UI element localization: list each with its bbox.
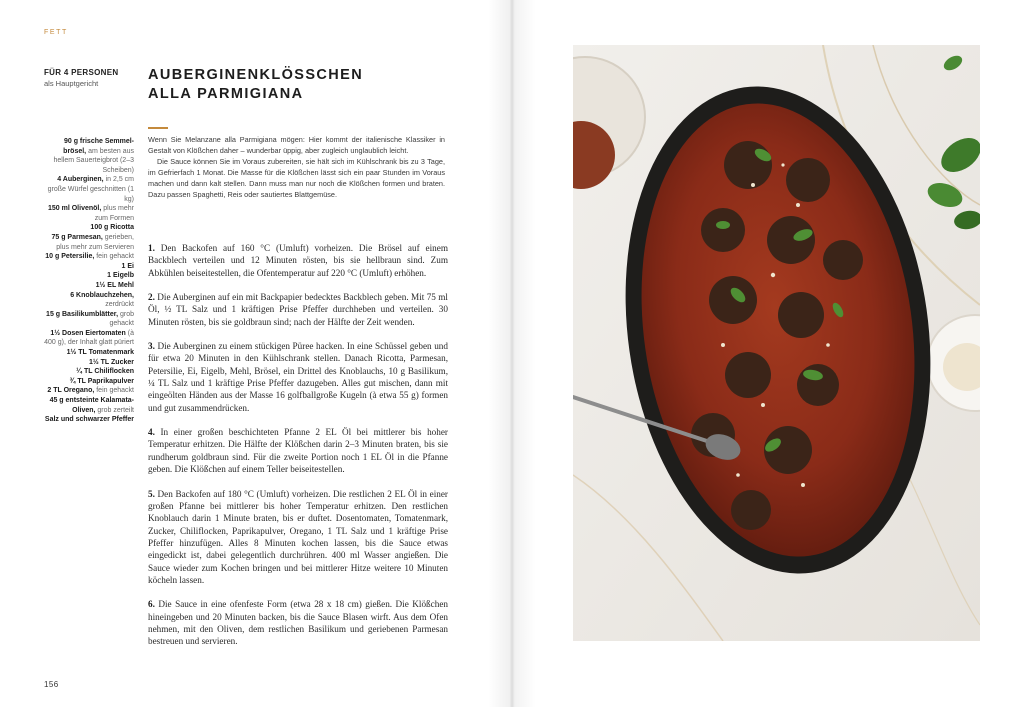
ingredient-note: plus mehr zum Formen	[94, 205, 134, 222]
ingredient-note: in 2,5 cm große Würfel geschnitten (1 kg)	[47, 176, 134, 203]
recipe-steps	[148, 242, 448, 660]
ingredient-item	[44, 310, 134, 329]
ingredient-note: am besten aus hellem Sauerteigbrot (2–3 Scheiben)	[53, 147, 134, 174]
recipe-step	[148, 488, 448, 587]
recipe-step	[148, 340, 448, 414]
ingredient-item	[44, 377, 134, 387]
ingredient-item	[44, 281, 134, 291]
ingredient-name: 1 Eigelb	[107, 272, 134, 280]
book-gutter	[488, 0, 536, 707]
ingredient-name: 1½ TL Tomatenmark	[66, 349, 134, 357]
ingredient-name: 1½ Dosen Eiertomaten	[50, 329, 126, 337]
ingredient-note: grob gehackt	[109, 310, 134, 328]
ingredient-item	[44, 329, 134, 348]
recipe-photo-dish-icon	[573, 45, 980, 641]
recipe-title	[148, 66, 478, 104]
ingredient-name: 6 Knoblauchzehen,	[70, 291, 134, 299]
ingredient-name: 45 g entsteinte Kalamata-Oliven,	[49, 397, 134, 414]
ingredient-name: 1½ EL Mehl	[95, 281, 134, 289]
ingredient-name: 1 Ei	[121, 262, 134, 270]
ingredient-item	[44, 262, 134, 272]
ingredient-name: 4 Auberginen,	[57, 176, 104, 184]
ingredient-item	[44, 175, 134, 204]
ingredient-note: zerdrückt	[105, 301, 134, 309]
recipe-intro	[148, 135, 445, 200]
ingredient-note: fein gehackt	[94, 387, 134, 395]
ingredient-name: 10 g Petersilie,	[45, 253, 95, 261]
intro-paragraph: Die Sauce können Sie im Voraus zubereiten, sie hält sich im Kühlschrank bis zu 3 Tage, im Gefrierfach 1 Monat. Die Masse für die Klößchen lässt sich ein paar Stunden im Voraus machen und dann kalt stellen. Dann muss man nur noch die Klößchen formen und braten. Dazu passen Spaghetti, Reis oder sautiertes Blattgemüse.	[148, 156, 445, 199]
ingredient-item	[44, 271, 134, 281]
step-number: 1.	[148, 243, 155, 253]
ingredient-name: 15 g Basilikumblätter,	[46, 310, 119, 318]
recipe-step	[148, 426, 448, 475]
step-text: Den Backofen auf 160 °C (Umluft) vorheizen. Die Brösel auf einem Backblech verteilen und 12 Minuten rösten, bis sie hellbraun sind. Zum Abkühlen beiseitestellen, die Ofentemperatur auf 220 °C (Umluft) erhöhen.	[148, 243, 448, 278]
recipe-title-line-2: ALLA PARMIGIANA	[148, 86, 304, 102]
ingredient-name: 100 g Ricotta	[90, 224, 134, 232]
ingredient-note: gerieben, plus mehr zum Servieren	[56, 233, 134, 251]
ingredient-name: Salz und schwarzer Pfeffer	[44, 416, 134, 424]
recipe-step	[148, 242, 448, 279]
ingredient-item	[44, 396, 134, 415]
ingredient-name: 75 g Parmesan,	[51, 233, 103, 241]
ingredient-item	[44, 137, 134, 175]
recipe-step	[148, 598, 448, 647]
ingredient-list	[44, 137, 134, 425]
step-number: 6.	[148, 599, 155, 610]
step-text: Die Auberginen zu einem stückigen Püree hacken. In eine Schüssel geben und für etwa 20 Minuten in den Kühlschrank stellen. Danach Ricotta, Parmesan, Petersilie, Ei, Eigelb, Mehl, Brösel, ein Drittel des Knoblauchs, 10 g Basilikum, ¼ TL Salz und 1 kräftige Prise Pfeffer dazugeben. Alles gut mischen, dann mit eingeölten Händen aus der Masse 16 golfballgroße Kugeln (à etwa 55 g) formen und gut zusammendrücken.	[148, 341, 448, 413]
ingredient-item	[44, 233, 134, 252]
ingredient-name: ¼ TL Chiliflocken	[76, 368, 134, 376]
step-number: 3.	[148, 341, 155, 352]
page-number: 156	[44, 680, 59, 689]
recipe-step	[148, 291, 448, 328]
step-text: Den Backofen auf 180 °C (Umluft) vorheizen. Die restlichen 2 EL Öl in einer großen Pfanne bei mittlerer bis hoher Temperatur erhitzen. Den restlichen Knoblauch darin 1 Minute braten, bis er duftet. Dosentomaten, Tomatenmark, Zucker, Chiliflocken, Paprikapulver, Oregano, 1 TL Salz und 1 kräftige Prise Pfeffer hinzufügen. Alles 8 Minuten kochen lassen, bis die Sauce etwas eingedickt ist, dabei gelegentlich durchrühren. 400 ml Wasser angießen. Die Sauce wieder zum Kochen bringen und bei mittlerer Hitze weitere 10 Minuten köcheln lassen.	[148, 488, 448, 585]
ingredient-item	[44, 291, 134, 310]
ingredient-note: fein gehackt	[94, 253, 134, 261]
ingredient-name: ¾ TL Paprikapulver	[69, 377, 134, 385]
step-text: Die Sauce in eine ofenfeste Form (etwa 28 x 18 cm) gießen. Die Klößchen hineingeben und 20 Minuten backen, bis die Sauce Blasen wirft. Aus dem Ofen nehmen, mit den Oliven, dem restlichen Basilikum und geriebenen Parmesan bestreuen und servieren.	[148, 599, 448, 647]
recipe-photo	[573, 45, 980, 641]
intro-paragraph: Wenn Sie Melanzane alla Parmigiana mögen: Hier kommt der italienische Klassiker in Gestalt von Klößchen daher – wunderbar üppig, aber zugleich unglaublich leicht.	[148, 135, 445, 155]
serving-subheading: als Hauptgericht	[44, 79, 99, 88]
title-rule	[148, 127, 168, 129]
ingredient-item	[44, 204, 134, 223]
ingredient-note: grob zerteilt	[95, 406, 134, 414]
ingredient-name: 150 ml Olivenöl,	[48, 205, 102, 213]
step-number: 4.	[148, 427, 155, 438]
step-text: In einer großen beschichteten Pfanne 2 EL Öl bei mittlerer bis hoher Temperatur erhitzen. Die Hälfte der Klößchen darin 2–3 Minuten braten, bis sie rundherum goldbraun sind. Für die zweite Portion noch 1 EL Öl in die Pfanne geben. Die Klößchen auf einem Teller beiseitestellen.	[148, 427, 448, 475]
ingredient-item	[44, 223, 134, 233]
serving-info	[44, 68, 134, 88]
recipe-title-line-1: AUBERGINENKLÖSSCHEN	[148, 67, 364, 83]
ingredient-item	[44, 415, 134, 425]
ingredient-item	[44, 367, 134, 377]
step-number: 2.	[148, 292, 155, 303]
step-number: 5.	[148, 488, 155, 499]
ingredient-note: (à 400 g), der Inhalt glatt püriert	[44, 329, 134, 347]
ingredient-item	[44, 386, 134, 396]
ingredient-name: 1½ TL Zucker	[88, 358, 134, 366]
ingredient-name: 90 g frische Semmel-brösel,	[63, 138, 134, 155]
section-label: FETT	[44, 29, 68, 36]
serving-heading: FÜR 4 PERSONEN	[44, 68, 119, 77]
step-text: Die Auberginen auf ein mit Backpapier bedecktes Backblech geben. Mit 75 ml Öl, ½ TL Salz und 1 kräftigen Prise Pfeffer durchheben und verteilen. 30 Minuten rösten, bis sie goldbraun sind; nach der Hälfte der Zeit wenden.	[148, 292, 448, 327]
ingredient-item	[44, 348, 134, 358]
ingredient-item	[44, 252, 134, 262]
ingredient-item	[44, 358, 134, 368]
ingredient-name: 2 TL Oregano,	[47, 387, 95, 395]
